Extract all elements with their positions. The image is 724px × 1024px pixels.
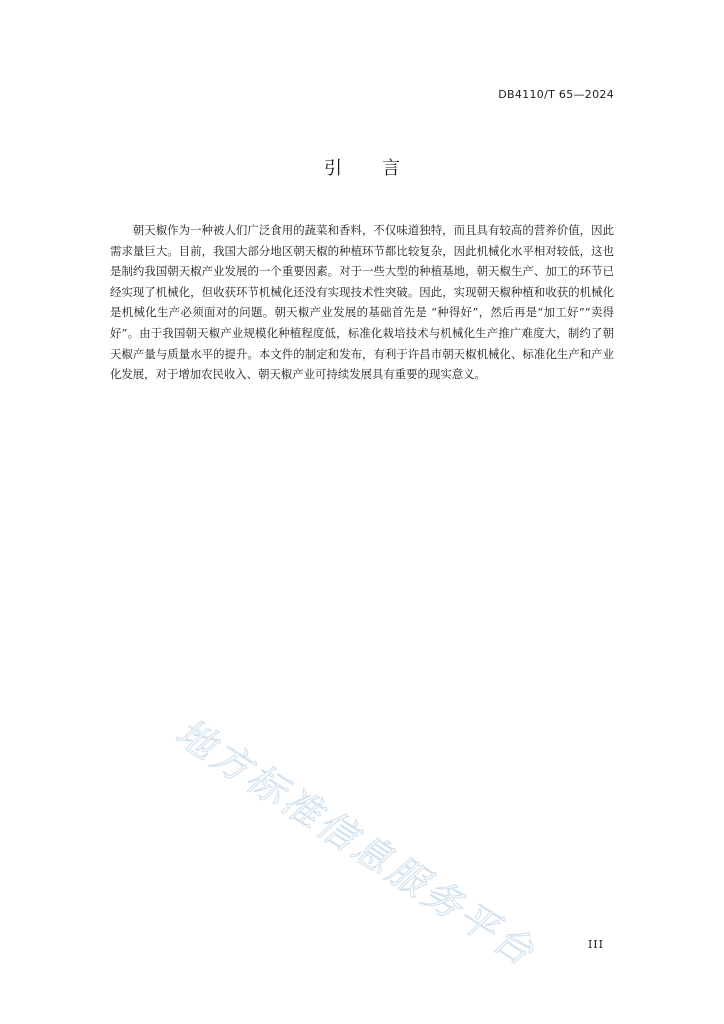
- title-char-2: 言: [382, 158, 400, 179]
- watermark: 地方标准信息服务平台: [168, 709, 545, 976]
- title-char-1: 引: [324, 158, 342, 179]
- page-title: [0, 154, 724, 180]
- introduction-paragraph: 朝天椒作为一种被人们广泛食用的蔬菜和香料，不仅味道独特，而且具有较高的营养价值，因此需求量巨大。目前，我国大部分地区朝天椒的种植环节都比较复杂，因此机械化水平相对较低，这也是制约我国朝天椒产业发展的一个重要因素。对于一些大型的种植基地，朝天椒生产、加工的环节已经实现了机械化，但收获环节机械化还没有实现技术性突破。因此，实现朝天椒种植和收获的机械化是机械化生产必须面对的问题。朝天椒产业发展的基础首先是 “种得好”，然后再是“加工好”“卖得好”。由于我国朝天椒产业规模化种植程度低，标准化栽培技术与机械化生产推广难度大，制约了朝天椒产量与质量水平的提升。本文件的制定和发布，有利于许昌市朝天椒机械化、标准化生产和产业化发展，对于增加农民收入、朝天椒产业可持续发展具有重要的现实意义。: [110, 223, 614, 382]
- page-number: III: [587, 938, 604, 951]
- document-code: DB4110/T 65—2024: [498, 88, 614, 101]
